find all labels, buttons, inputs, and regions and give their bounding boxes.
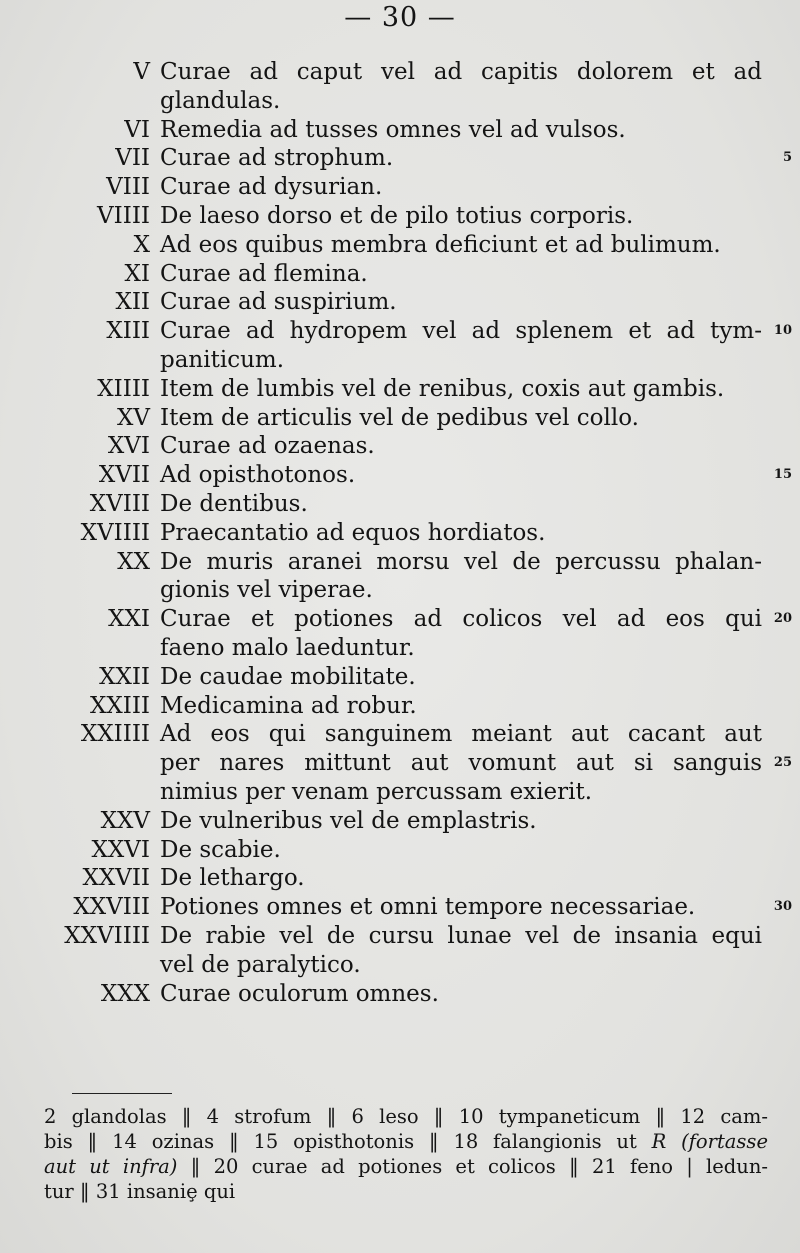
chapter-numeral: XX [117,548,150,575]
chapter-title-line: Curae oculorum omnes. [160,980,439,1007]
chapter-numeral: XXVIII [73,894,150,921]
chapter-title-line: Praecantatio ad equos hordiatos. [160,519,546,546]
chapter-numeral: XV [117,404,150,431]
chapter-title-line: Curae ad caput vel ad capitis dolorem et ad [160,59,762,85]
chapter-numeral: XVIII [89,490,150,517]
margin-line-number: 10 [773,323,792,339]
chapter-numeral: XXVI [91,836,150,863]
chapter-title-line: Curae ad hydropem vel ad splenem et ad tym- [160,318,762,345]
chapter-numeral: XXVIIII [64,922,150,949]
chapter-title-line: De vulneribus vel de emplastris. [160,807,537,834]
chapter-list [0,58,800,1008]
footnote-line: bis ‖ 14 ozinas ‖ 15 opisthotonis ‖ 18 falangionis ut R (fortasse [44,1130,768,1153]
chapter-entry [0,864,800,893]
chapter-numeral: VIIII [97,202,150,229]
chapter-entry [0,605,800,663]
chapter-numeral: XXII [99,663,150,690]
chapter-entry [0,893,800,922]
footnotes [44,1104,768,1204]
chapter-title-line: Curae ad suspirium. [160,289,397,316]
chapter-entry [0,836,800,865]
chapter-title-line: Curae et potiones ad colicos vel ad eos qui [160,606,762,633]
chapter-title-line: Potiones omnes et omni tempore necessariae. [160,894,696,921]
chapter-numeral: XVIIII [80,519,150,546]
chapter-title-line: Ad eos quibus membra deficiunt et ad bulimum. [160,231,721,258]
chapter-entry [0,144,800,173]
chapter-entry [0,375,800,404]
chapter-entry [0,288,800,317]
chapter-numeral: XII [115,289,150,316]
chapter-numeral: XVII [98,462,150,489]
chapter-entry [0,202,800,231]
chapter-title-line: Ad opisthotonos. [160,462,356,489]
chapter-numeral: XIII [106,318,150,345]
chapter-entry [0,461,800,490]
chapter-title-line: glandulas. [160,87,281,114]
margin-line-number: 20 [773,611,792,627]
chapter-title-line: Curae ad ozaenas. [160,433,375,460]
chapter-entry [0,720,800,806]
chapter-entry [0,490,800,519]
chapter-title-line: per nares mittunt aut vomunt aut si sanguis [160,750,762,777]
chapter-title-line: Curae ad dysurian. [160,174,383,201]
chapter-numeral: XVI [107,433,150,460]
chapter-numeral: XXIIII [80,721,150,748]
margin-line-number: 30 [773,899,792,915]
chapter-numeral: VIII [106,174,150,201]
chapter-entry [0,58,800,116]
chapter-numeral: XXV [100,807,150,834]
chapter-title-line: gionis vel viperae. [160,577,373,604]
chapter-numeral: XI [124,260,150,287]
chapter-numeral: XXVII [82,865,150,892]
chapter-title-line: De laeso dorso et de pilo totius corporis. [160,202,634,229]
chapter-title-line: De rabie vel de cursu lunae vel de insania equi [160,922,762,949]
chapter-entry [0,260,800,289]
chapter-title-line: Ad eos qui sanguinem meiant aut cacant aut [160,721,762,748]
chapter-title-line: De muris aranei morsu vel de percussu phalan- [160,548,762,575]
margin-line-number: 5 [782,150,792,166]
chapter-title-line: paniticum. [160,346,285,373]
chapter-entry [0,980,800,1009]
chapter-title-line: Curae ad flemina. [160,260,368,287]
chapter-entry [0,173,800,202]
chapter-numeral: XXI [108,606,150,633]
chapter-numeral: XIIII [97,375,150,402]
chapter-title-line: vel de paralytico. [160,951,361,978]
chapter-numeral: V [133,59,150,85]
chapter-title-line: faeno malo laeduntur. [160,634,415,661]
chapter-entry [0,548,800,606]
chapter-numeral: VII [115,145,150,172]
chapter-title-line: Item de lumbis vel de renibus, coxis aut gambis. [160,375,725,402]
page-number: — 30 — [344,2,456,33]
chapter-numeral: VI [124,116,150,143]
chapter-entry [0,231,800,260]
chapter-title-line: Medicamina ad robur. [160,692,417,719]
footnote-line: aut ut infra) ‖ 20 curae ad potiones et colicos ‖ 21 feno | ledun- [44,1155,768,1178]
chapter-entry [0,116,800,145]
chapter-title-line: De caudae mobilitate. [160,663,416,690]
footnote-line: 2 glandolas ‖ 4 strofum ‖ 6 leso ‖ 10 tympaneticum ‖ 12 cam- [44,1105,768,1128]
chapter-title-line: nimius per venam percussam exierit. [160,778,593,805]
chapter-entry [0,807,800,836]
chapter-numeral: XXX [100,980,150,1007]
chapter-entry [0,663,800,692]
chapter-numeral: X [133,231,150,258]
chapter-entry [0,922,800,980]
chapter-entry [0,692,800,721]
footnote-divider [72,1093,172,1094]
chapter-title-line: De lethargo. [160,865,305,892]
chapter-title-line: De scabie. [160,836,281,863]
chapter-title-line: Curae ad strophum. [160,145,394,172]
chapter-title-line: De dentibus. [160,490,308,517]
chapter-numeral: XXIII [89,692,150,719]
margin-line-number: 25 [773,755,792,771]
margin-line-number: 15 [773,467,792,483]
footnote-line: tur ‖ 31 insaniȩ qui [44,1180,236,1203]
chapter-entry [0,432,800,461]
chapter-title-line: Remedia ad tusses omnes vel ad vulsos. [160,116,626,143]
chapter-entry [0,404,800,433]
chapter-entry [0,317,800,375]
chapter-entry [0,519,800,548]
chapter-title-line: Item de articulis vel de pedibus vel collo. [160,404,639,431]
